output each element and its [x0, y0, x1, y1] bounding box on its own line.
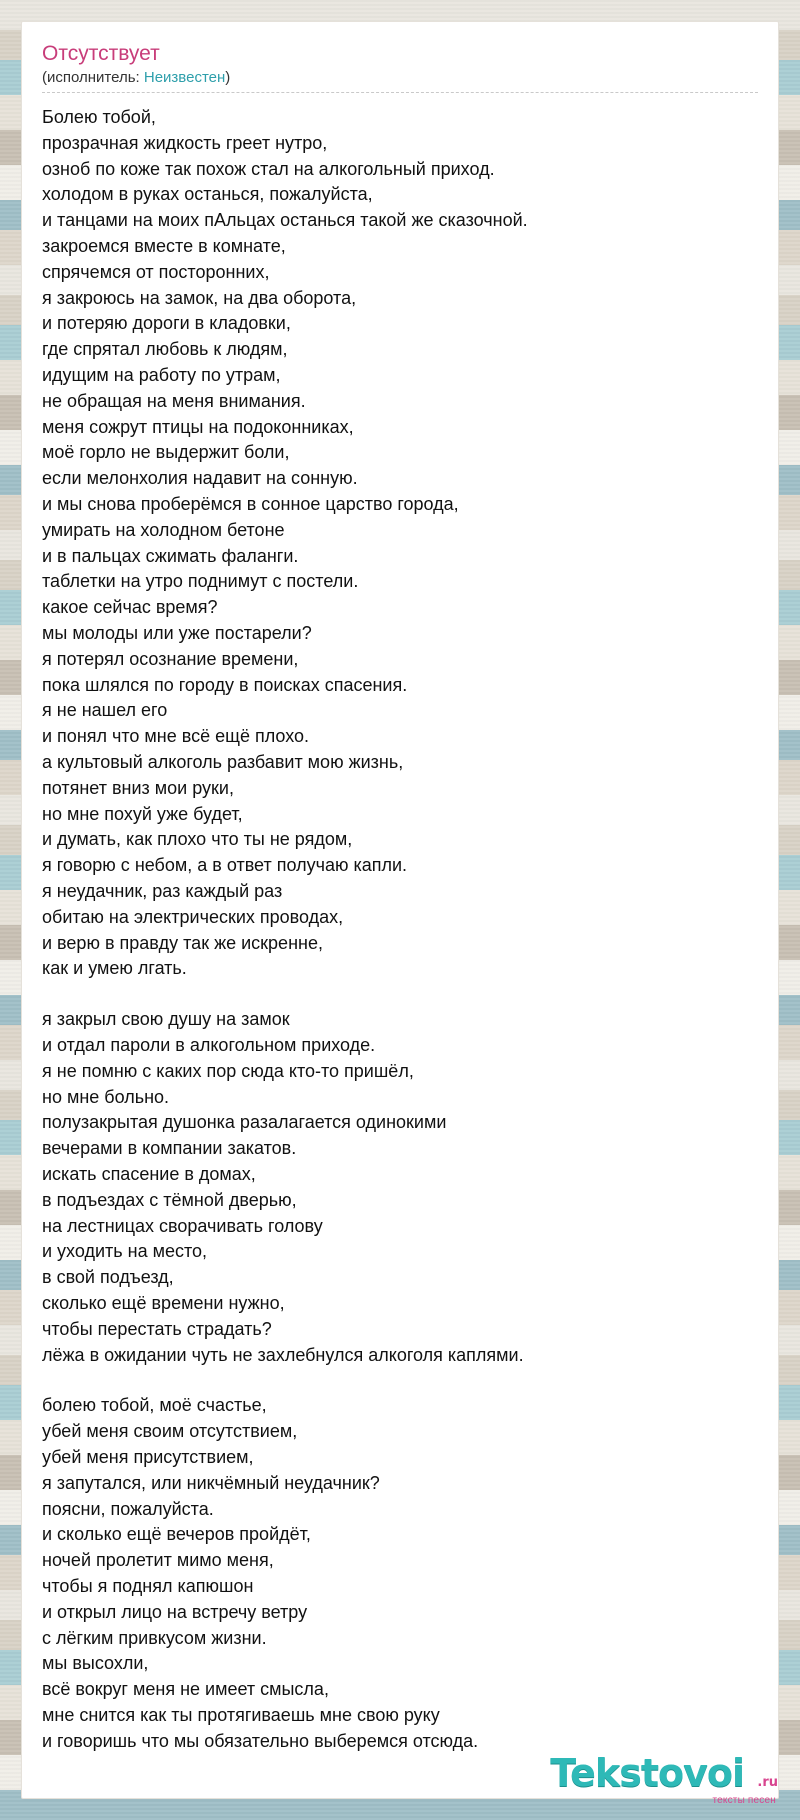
lyric-line: и отдал пароли в алкогольном приходе.	[42, 1034, 376, 1055]
lyric-line: какое сейчас время?	[42, 597, 218, 618]
lyric-line: если мелонхолия надавит на сонную.	[42, 468, 358, 489]
page-title: Отсутствует	[42, 42, 160, 65]
lyric-line: я закроюсь на замок, на два оборота,	[42, 287, 357, 308]
lyric-line: меня сожрут птицы на подоконниках,	[42, 416, 354, 437]
lyric-line: с лёгким привкусом жизни.	[42, 1627, 267, 1648]
lyric-line: я неудачник, раз каждый раз	[42, 881, 283, 901]
lyric-line: лёжа в ожидании чуть не захлебнулся алкоголя каплями.	[42, 1344, 524, 1365]
lyric-line: ночей пролетит мимо меня,	[42, 1550, 274, 1571]
lyric-line: и мы снова проберёмся в сонное царство города,	[42, 494, 459, 515]
lyric-line: чтобы перестать страдать?	[42, 1318, 272, 1339]
lyric-line: мы высохли,	[42, 1653, 149, 1674]
lyric-line: в подъездах с тёмной дверью,	[42, 1189, 297, 1210]
lyric-line: и танцами на моих пАльцах останься такой же сказочной.	[42, 210, 528, 231]
lyric-line: обитаю на электрических проводах,	[42, 906, 344, 927]
lyric-line: всё вокруг меня не имеет смысла,	[42, 1679, 329, 1700]
lyric-line: где спрятал любовь к людям,	[42, 339, 288, 360]
lyric-line: спрячемся от посторонних,	[42, 261, 270, 282]
lyric-line: Болею тобой,	[42, 107, 156, 128]
lyric-line: и сколько ещё вечеров пройдёт,	[42, 1524, 311, 1545]
artist-prefix: (исполнитель:	[42, 69, 144, 87]
lyric-line: как и умею лгать.	[42, 958, 187, 979]
lyric-line: убей меня присутствием,	[42, 1446, 254, 1467]
lyric-line: я не помню с каких пор сюда кто-то пришёл,	[42, 1060, 414, 1081]
lyric-line: а культовый алкоголь разбавит мою жизнь,	[42, 752, 404, 773]
lyric-line: в свой подъезд,	[42, 1267, 174, 1288]
brand-wordmark[interactable]: Tekstovoi	[550, 1751, 744, 1795]
lyric-line: мы молоды или уже постарели?	[42, 623, 312, 644]
artist-link[interactable]: Неизвестен	[143, 69, 226, 87]
lyric-line: холодом в руках останься, пожалуйста,	[42, 184, 373, 205]
lyric-line: я запутался, или никчёмный неудачник?	[42, 1472, 380, 1493]
lyric-line: на лестницах сворачивать голову	[42, 1215, 323, 1236]
lyric-line: и открыл лицо на встречу ветру	[42, 1601, 308, 1622]
lyric-line: идущим на работу по утрам,	[42, 365, 281, 386]
lyric-line: чтобы я поднял капюшон	[42, 1575, 254, 1596]
lyric-line: я закрыл свою душу на замок	[42, 1009, 290, 1030]
lyric-line: озноб по коже так похож стал на алкогольный приход.	[42, 158, 495, 179]
lyrics-card	[22, 22, 778, 1798]
lyric-line: я не нашел его	[42, 700, 168, 721]
lyric-line: но мне больно.	[42, 1086, 170, 1107]
lyric-line: полузакрытая душонка разалагается одинокими	[42, 1112, 447, 1133]
lyric-line: болею тобой, моё счастье,	[42, 1395, 267, 1416]
lyric-line: поясни, пожалуйста.	[42, 1498, 214, 1519]
lyric-line: и верю в правду так же искренне,	[42, 932, 323, 953]
lyric-line: не обращая на меня внимания.	[42, 390, 306, 411]
lyric-line: убей меня своим отсутствием,	[42, 1421, 298, 1442]
lyric-line: но мне похуй уже будет,	[42, 803, 243, 824]
site-logo[interactable]	[550, 1751, 778, 1806]
brand-domain[interactable]: .ru	[757, 1775, 778, 1790]
artist-row	[42, 69, 758, 87]
lyric-line: закроемся вместе в комнате,	[42, 236, 286, 257]
lyric-line: и уходить на место,	[42, 1241, 208, 1262]
lyrics-stanza	[42, 1393, 758, 1754]
lyric-line: и думать, как плохо что ты не рядом,	[42, 829, 353, 850]
lyric-line: и говоришь что мы обязательно выберемся отсюда.	[42, 1730, 479, 1751]
lyric-line: я говорю с небом, а в ответ получаю капли.	[42, 855, 408, 876]
lyric-line: я потерял осознание времени,	[42, 648, 299, 669]
lyric-line: и понял что мне всё ещё плохо.	[42, 726, 310, 747]
lyrics-stanza	[42, 105, 758, 982]
brand-tagline: тексты песен	[712, 1795, 776, 1806]
lyrics-text	[42, 105, 758, 1754]
lyric-line: и в пальцах сжимать фаланги.	[42, 545, 299, 566]
lyric-line: искать спасение в домах,	[42, 1163, 256, 1184]
artist-suffix: )	[225, 69, 231, 87]
lyric-line: моё горло не выдержит боли,	[42, 442, 290, 463]
lyric-line: прозрачная жидкость греет нутро,	[42, 132, 328, 153]
lyric-line: пока шлялся по городу в поисках спасения.	[42, 674, 408, 695]
lyrics-stanza	[42, 1007, 758, 1368]
lyric-line: таблетки на утро поднимут с постели.	[42, 571, 359, 592]
lyric-line: потянет вниз мои руки,	[42, 777, 234, 798]
lyric-line: мне снится как ты протягиваешь мне свою руку	[42, 1704, 440, 1725]
lyric-line: и потеряю дороги в кладовки,	[42, 313, 291, 334]
lyric-line: вечерами в компании закатов.	[42, 1138, 297, 1159]
lyric-line: умирать на холодном бетоне	[42, 519, 285, 540]
lyric-line: сколько ещё времени нужно,	[42, 1292, 285, 1313]
title-divider	[42, 92, 758, 93]
